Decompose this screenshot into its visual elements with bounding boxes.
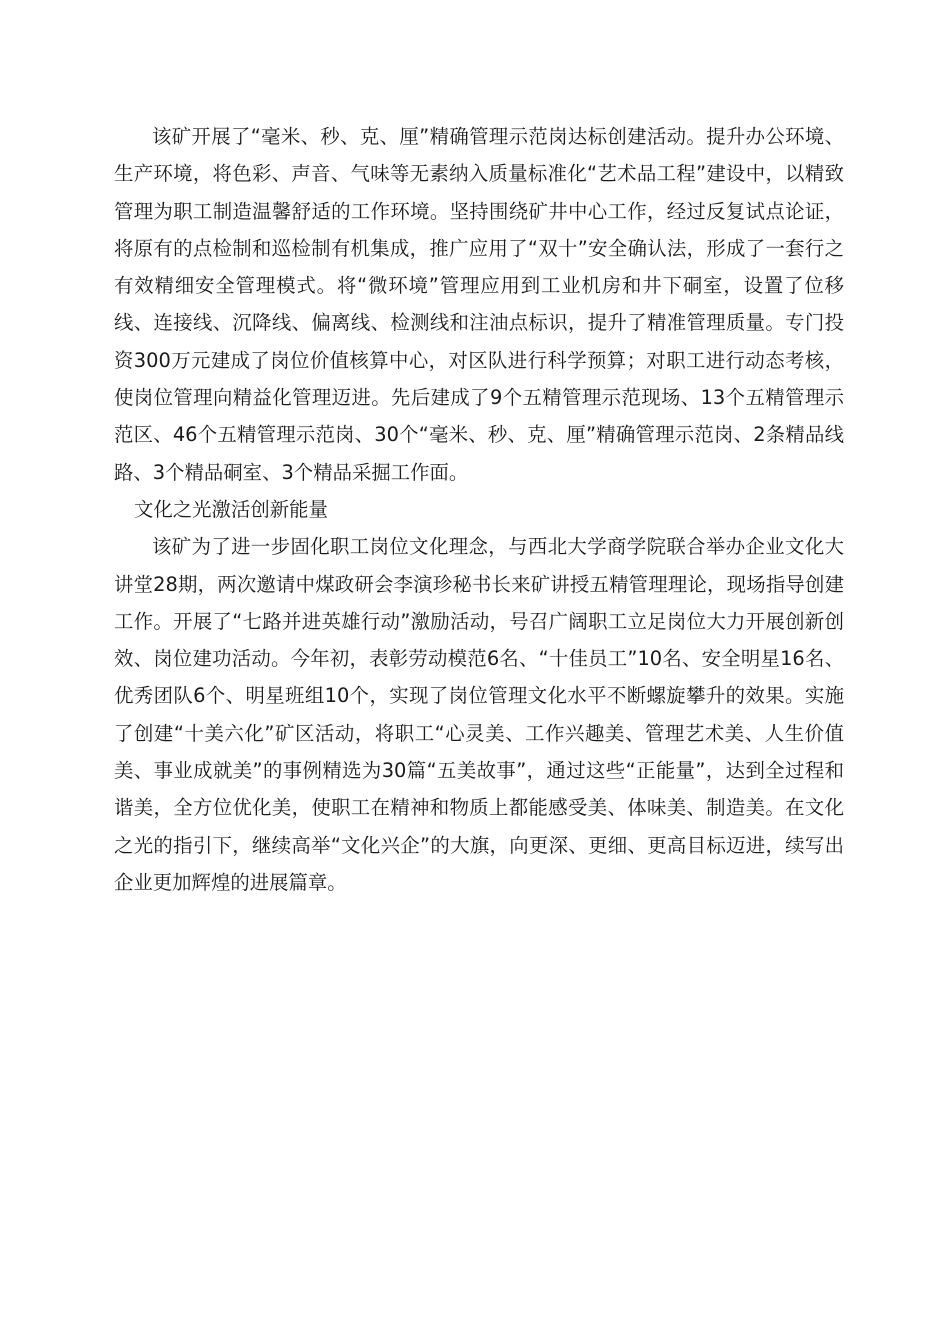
body-paragraph: 该矿开展了“毫米、秒、克、厘”精确管理示范岗达标创建活动。提升办公环境、生产环境，将色彩、声音、气味等无素纳入质量标准化“艺术品工程”建设中，以精致管理为职工制造温馨舒适的工作环境。坚持围绕矿井中心工作，经过反复试点论证，将原有的点检制和巡检制有机集成，推广应用了“双十”安全确认法，形成了一套行之有效精细安全管理模式。将“微环境”管理应用到工业机房和井下硐室，设置了位移线、连接线、沉降线、偏离线、检测线和注油点标识，提升了精准管理质量。专门投资300万元建成了岗位价值核算中心，对区队进行科学预算；对职工进行动态考核，使岗位管理向精益化管理迈进。先后建成了9个五精管理示范现场、13个五精管理示范区、46个五精管理示范岗、30个“毫米、秒、克、厘”精确管理示范岗、2条精品线路、3个精品硐室、3个精品采掘工作面。 — [114, 125, 844, 484]
section-heading: 文化之光激活创新能量 — [134, 497, 328, 521]
document-body — [114, 118, 844, 901]
body-paragraph: 该矿为了进一步固化职工岗位文化理念，与西北大学商学院联合举办企业文化大讲堂28期，两次邀请中煤政研会李演珍秘书长来矿讲授五精管理理论，现场指导创建工作。开展了“七路并进英雄行动”激励活动，号召广阔职工立足岗位大力开展创新创效、岗位建功活动。今年初，表彰劳动模范6名、“十佳员工”10名、安全明星16名、优秀团队6个、明星班组10个，实现了岗位管理文化水平不断螺旋攀升的效果。实施了创建“十美六化”矿区活动，将职工“心灵美、工作兴趣美、管理艺术美、人生价值美、事业成就美”的事例精选为30篇“五美故事”，通过这些“正能量”，达到全过程和谐美，全方位优化美，使职工在精神和物质上都能感受美、体味美、制造美。在文化之光的指引下，继续高举“文化兴企”的大旗，向更深、更细、更高目标迈进，续写出企业更加辉煌的进展篇章。 — [114, 535, 844, 894]
